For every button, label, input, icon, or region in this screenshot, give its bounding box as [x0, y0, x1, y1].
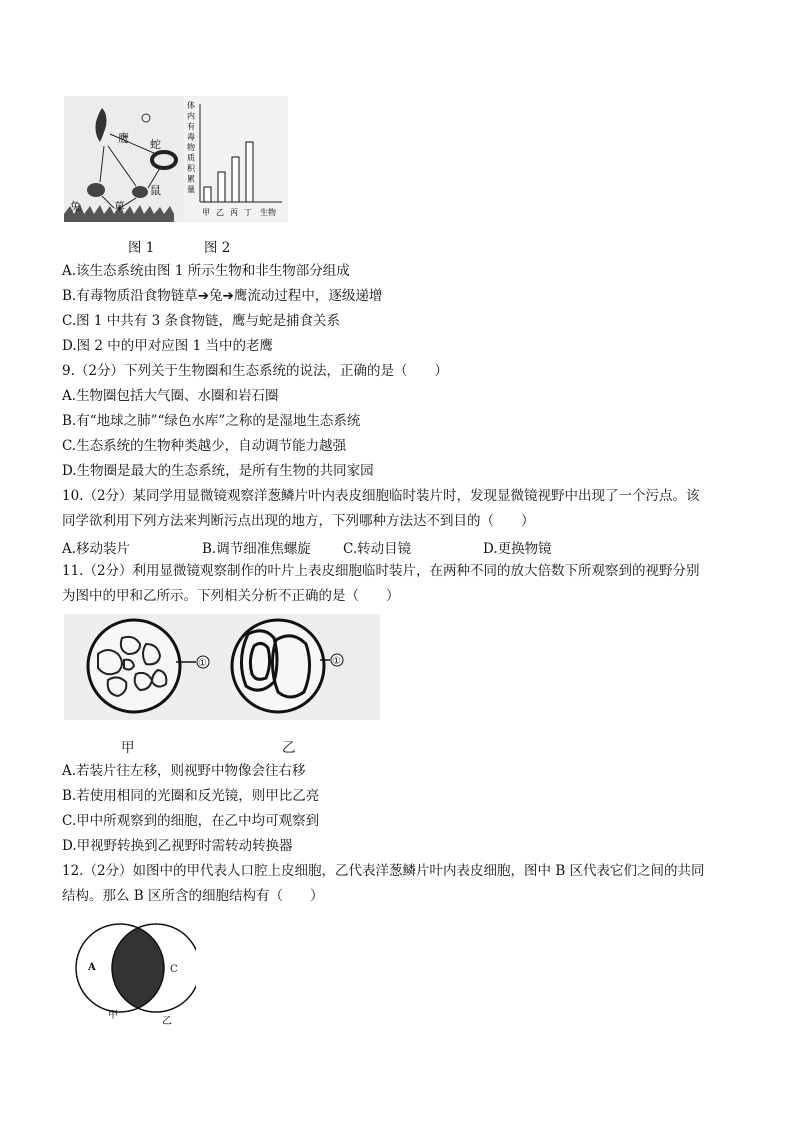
q9-option-d: D.生物圈是最大的生态系统，是所有生物的共同家园 — [62, 463, 374, 479]
food-web-drawing — [64, 96, 184, 222]
marker-yi: ① — [332, 656, 341, 667]
q8-option-d: D.图 2 中的甲对应图 1 当中的老鹰 — [62, 338, 273, 354]
venn-label-c: C — [170, 964, 178, 975]
venn-svg — [70, 914, 196, 1026]
microscope-fields-figure — [64, 614, 380, 720]
mouse-shape — [132, 186, 148, 198]
q11-option-c: C.甲中所观察到的细胞，在乙中均可观察到 — [62, 813, 320, 829]
q10-stem-line2: 同学欲利用下列方法来判断污点出现的地方，下列哪种方法达不到目的（ ） — [62, 513, 535, 529]
q9-option-b: B.有“地球之肺”“绿色水库”之称的是湿地生态系统 — [62, 413, 361, 429]
q10-option-d: D.更换物镜 — [483, 541, 552, 557]
q11-option-b: B.若使用相同的光圈和反光镜，则甲比乙亮 — [62, 788, 320, 804]
bar-3 — [246, 142, 253, 202]
q11-stem-line2: 为图中的甲和乙所示。下列相关分析不正确的是（ ） — [62, 588, 400, 604]
label-mouse: 鼠 — [150, 184, 161, 197]
q11-label-yi: 乙 — [282, 740, 296, 756]
bar-0 — [204, 187, 211, 202]
x-tick-label: 丙 — [230, 208, 238, 217]
q11-stem-line1: 11.（2分）利用显微镜观察制作的叶片上表皮细胞临时装片，在两种不同的放大倍数下所观察到的视野分别 — [62, 563, 700, 579]
q12-stem-line1: 12.（2分）如图中的甲代表人口腔上皮细胞，乙代表洋葱鳞片叶内表皮细胞，图中 B 区代表它们之间的共同 — [62, 863, 705, 879]
q11-option-a: A.若装片往左移，则视野中物像会往右移 — [62, 763, 306, 779]
q9-stem: 9.（2分）下列关于生物圈和生态系统的说法，正确的是（ ） — [62, 363, 448, 379]
venn-label-jia: 甲 — [108, 1010, 118, 1021]
x-tick-label: 乙 — [216, 208, 224, 217]
y-axis-label-char: 积 — [187, 164, 195, 173]
q10-option-c: C.转动目镜 — [343, 541, 412, 557]
label-grass: 草 — [114, 200, 125, 213]
bar-2 — [232, 157, 239, 202]
microscope-drawing — [64, 614, 380, 720]
y-axis-label-char: 体 — [187, 101, 195, 110]
y-axis-label-char: 有 — [187, 122, 195, 131]
x-tick-label: 甲 — [202, 208, 210, 217]
q10-stem-line1: 10.（2分）某同学用显微镜观察洋葱鳞片叶内表皮细胞临时装片时，发现显微镜视野中出现了一个污点。该 — [62, 488, 700, 504]
x-axis-label: 生物 — [260, 208, 276, 217]
q8-option-c: C.图 1 中共有 3 条食物链，鹰与蛇是捕食关系 — [62, 313, 340, 329]
label-eagle: 鹰 — [118, 132, 129, 145]
y-axis-label-char: 质 — [187, 153, 195, 163]
figure2-caption: 图 2 — [204, 240, 231, 256]
y-axis-label-char: 毒 — [187, 132, 195, 142]
q10-option-b: B.调节细准焦螺旋 — [202, 541, 311, 557]
figure1-caption: 图 1 — [128, 240, 155, 256]
rabbit-shape — [87, 183, 105, 197]
toxin-bar-chart — [184, 96, 288, 222]
q11-option-d: D.甲视野转换到乙视野时需转动转换器 — [62, 838, 293, 854]
bar-1 — [218, 172, 225, 202]
label-rabbit: 兔 — [70, 200, 81, 213]
x-tick-label: 丁 — [244, 208, 252, 217]
y-axis-label-char: 内 — [187, 111, 195, 121]
q8-option-b: B.有毒物质沿食物链草➔兔➔鹰流动过程中，逐级递增 — [62, 288, 383, 304]
y-axis-label-char: 物 — [187, 143, 195, 152]
chart-ylabel — [187, 100, 196, 194]
food-web-figure — [64, 96, 184, 222]
marker-jia: ① — [198, 658, 207, 669]
q8-option-a: A.该生态系统由图 1 所示生物和非生物部分组成 — [62, 263, 350, 279]
venn-label-yi: 乙 — [162, 1016, 172, 1026]
label-snake: 蛇 — [150, 138, 161, 151]
q12-stem-line2: 结构。那么 B 区所含的细胞结构有（ ） — [62, 888, 324, 904]
q11-label-jia: 甲 — [121, 740, 135, 756]
q9-option-c: C.生态系统的生物种类越少，自动调节能力越强 — [62, 438, 347, 454]
venn-diagram — [70, 914, 196, 1026]
q9-option-a: A.生物圈包括大气圈、水圈和岩石圈 — [62, 388, 279, 404]
q10-option-a: A.移动装片 — [62, 541, 131, 557]
y-axis-label-char: 量 — [187, 185, 195, 194]
chart-svg — [184, 96, 288, 222]
y-axis-label-char: 累 — [187, 174, 195, 184]
venn-label-a: A — [88, 962, 96, 973]
